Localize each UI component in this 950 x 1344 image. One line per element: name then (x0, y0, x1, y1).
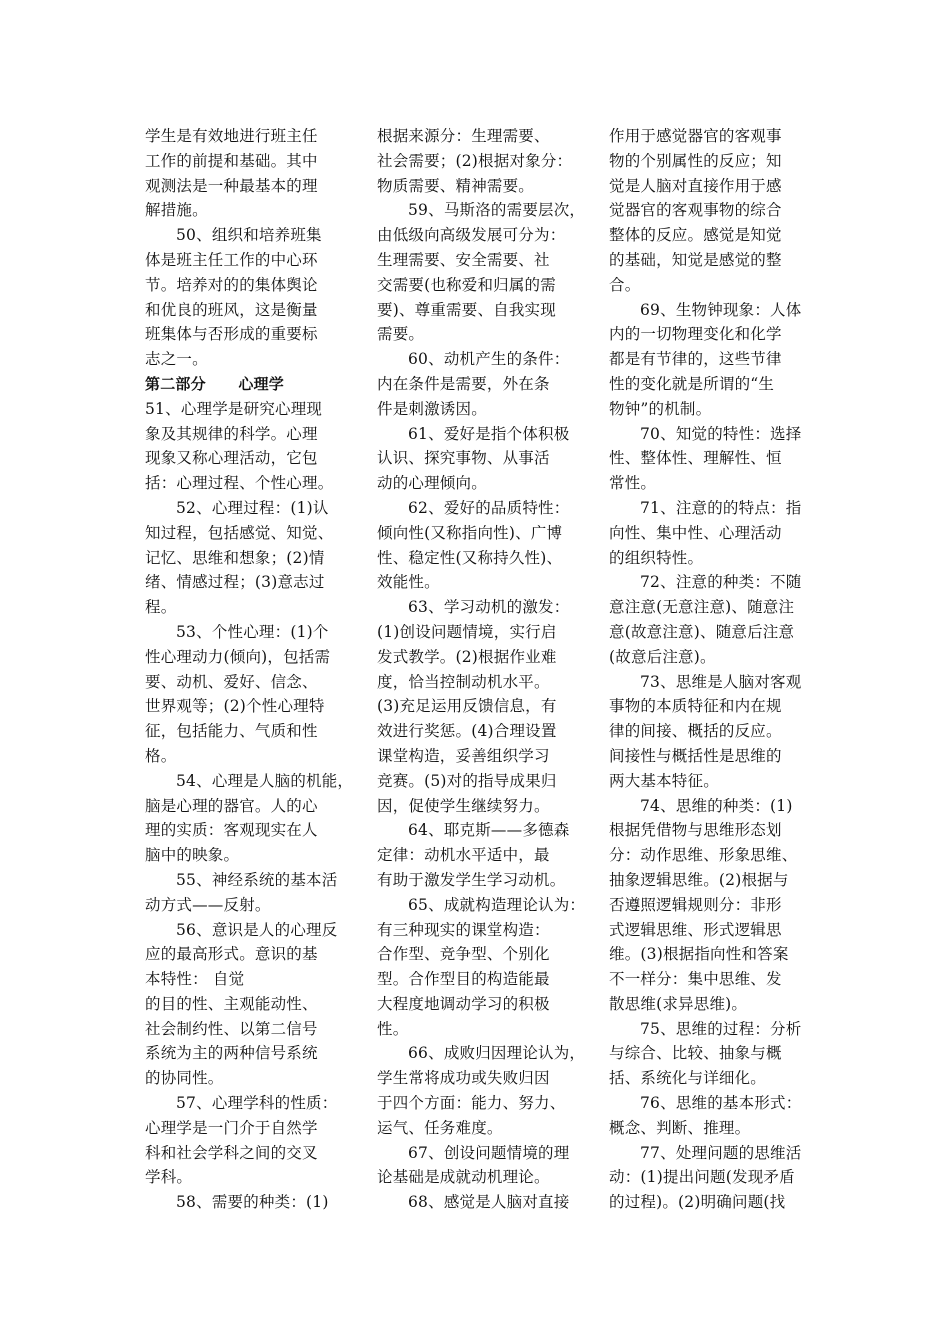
paragraph: 62、爱好的品质特性： 倾向性(又称指向性)、广博 性、稳定性(又称持久性)、 效能性。 (377, 498, 570, 592)
paragraph: 50、组织和培养班集 体是班主任工作的中心环 节。培养对的的集体舆论 和优良的班风，这是衡量 班集体与否形成的重要标 志之一。 (145, 226, 322, 369)
paragraph: 76、思维的基本形式： 概念、判断、推理。 (609, 1094, 802, 1137)
paragraph: 70、知觉的特性：选择 性、整体性、理解性、恒 常性。 (609, 424, 802, 493)
paragraph: 73、思维是人脑对客观 事物的本质特征和内在规 律的间接、概括的反应。 间接性与概括性是思维的 两大基本特征。 (609, 672, 802, 790)
text-column-3 (609, 124, 819, 1215)
paragraph: 64、耶克斯——多德森 定律：动机水平适中，最 有助于激发学生学习动机。 (377, 821, 570, 889)
paragraph: 75、思维的过程：分析 与综合、比较、抽象与概 括、系统化与详细化。 (609, 1019, 802, 1088)
paragraph: 53、个性心理：(1)个 性心理动力(倾向)，包括需 要、动机、爱好、信念、 世界观等；(2)个性心理特 征，包括能力、气质和性 格。 (145, 622, 331, 765)
paragraph: 68、感觉是人脑对直接 (408, 1193, 570, 1212)
paragraph: 71、注意的的特点：指 向性、集中性、心理活动 的组织特性。 (609, 498, 802, 567)
paragraph: 根据来源分：生理需要、 社会需要；(2)根据对象分： 物质需要、精神需要。 (377, 127, 573, 195)
paragraph: 52、心理过程：(1)认 知过程，包括感觉、知觉、 记忆、思维和想象；(2)情 绪、情感过程；(3)意志过 程。 (145, 498, 334, 617)
text-column-2 (377, 124, 587, 1215)
paragraph: 69、生物钟现象：人体 内的一切物理变化和化学 都是有节律的，这些节律 性的变化就是所谓的“生 物钟”的机制。 (609, 300, 802, 418)
paragraph: 57、心理学科的性质： 心理学是一门介于自然学 科和社会学科之间的交叉 学科。 (145, 1094, 338, 1187)
paragraph: 74、思维的种类：(1) 根据凭借物与思维形态划 分：动作思维、形象思维、 抽象逻辑思维。(2)根据与 否遵照逻辑规则分：非形 式逻辑思维、形式逻辑思 维。(3)根据指向性和答案 不一样分：集中思维、发 散思维(求异思维)。 (609, 796, 798, 1013)
paragraph: 54、心理是人脑的机能， 脑是心理的器官。人的心 理的实质：客观现实在人 脑中的映象。 (145, 771, 354, 865)
paragraph: 61、爱好是指个体积极 认识、探究事物、从事活 动的心理倾向。 (377, 424, 570, 493)
paragraph: 56、意识是人的心理反 应的最高形式。意识的基 本特性： 自觉 的目的性、主观能动性、 社会制约性、以第二信号 系统为主的两种信号系统 的协同性。 (145, 920, 338, 1088)
paragraph: 59、马斯洛的需要层次， 由低级向高级发展可分为： 生理需要、安全需要、社 交需要(也称爱和归属的需 要)、尊重需要、自我实现 需要。 (377, 201, 586, 344)
paragraph: 67、创设问题情境的理 论基础是成就动机理论。 (377, 1143, 570, 1187)
paragraph: 65、成就构造理论认为： 有三种现实的课堂构造： 合作型、竞争型、个别化 型。合作型目的构造能最 大程度地调动学习的积极 性。 (377, 895, 586, 1038)
paragraph: 72、注意的种类：不随 意注意(无意注意)、随意注 意(故意注意)、随意后注意 (故意后注意)。 (609, 573, 802, 666)
paragraph: 63、学习动机的激发： (1)创设问题情境，实行启 发式教学。(2)根据作业难 度，恰当控制动机水平。 (3)充足运用反馈信息，有 效进行奖惩。(4)合理设置 课堂构造，妥善组织学习 竞赛。(5)对的指导成果归 因，促使学生继续努力。 (377, 598, 570, 815)
paragraph: 55、神经系统的基本活 动方式——反射。 (145, 870, 338, 914)
paragraph: 77、处理问题的思维活 动：(1)提出问题(发现矛盾 的过程)。(2)明确问题(找 (609, 1143, 802, 1212)
paragraph: 66、成败归因理论认为， 学生常将成功或失败归因 于四个方面：能力、努力、 运气、任务难度。 (377, 1044, 586, 1137)
paragraph: 60、动机产生的条件： 内在条件是需要，外在条 件是刺激诱因。 (377, 350, 570, 418)
paragraph: 作用于感觉器官的客观事 物的个别属性的反应；知 觉是人脑对直接作用于感 觉器官的客观事物的综合 整体的反应。感觉是知觉 的基础，知觉是感觉的整 合。 (609, 127, 782, 294)
text-column-1 (145, 124, 355, 1215)
section-heading: 第二部分 心理学 (145, 374, 284, 393)
paragraph: 学生是有效地进行班主任 工作的前提和基础。其中 观测法是一种最基本的理 解措施。 (145, 127, 318, 220)
paragraph: 51、心理学是研究心理现 象及其规律的科学。心理 现象又称心理活动，它包 括：心理过程、个性心理。 (145, 399, 334, 493)
paragraph: 58、需要的种类：(1) (176, 1193, 329, 1212)
